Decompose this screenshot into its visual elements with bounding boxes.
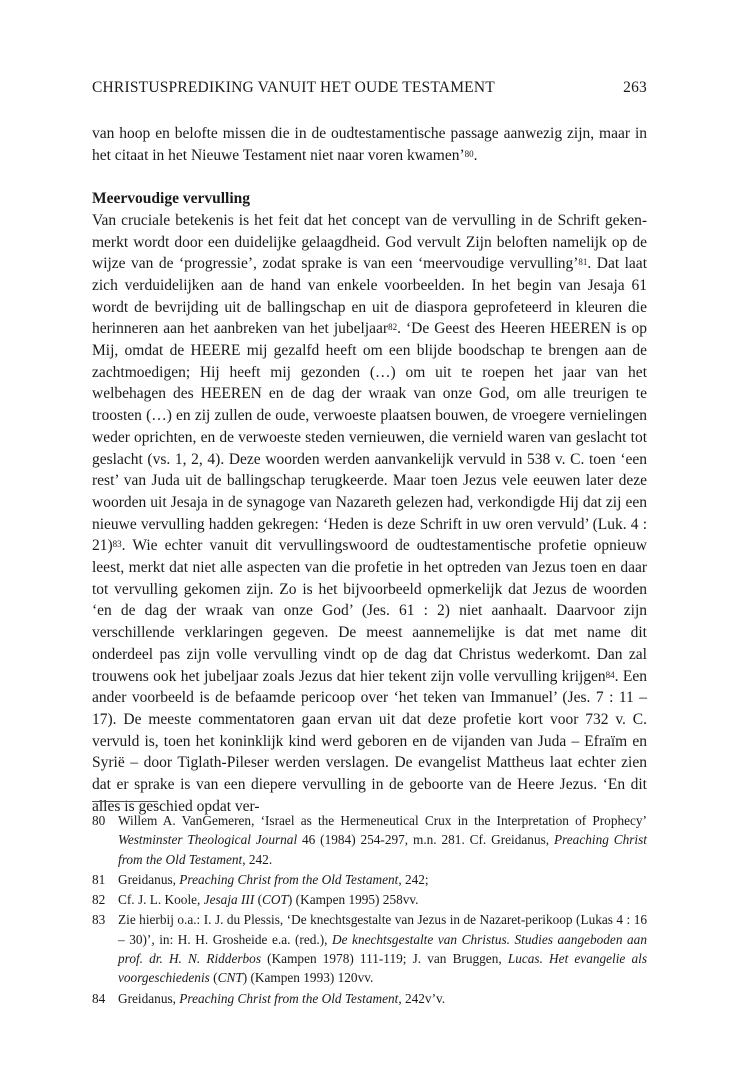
paragraph-continuation xyxy=(92,123,647,166)
footnote-ref: 82 xyxy=(388,322,398,333)
footnote-text xyxy=(118,870,647,889)
footnote-number: 84 xyxy=(92,990,106,1006)
paragraph-text: Van cruciale betekenis is het feit dat het concept van de vervulling in de Schrift gekenmerkt wordt door een duidelijke gelaagdheid. God vervult Zijn beloften namelijk op de wijze van de ‘progressie’, zodat sprake is van een ‘meervoudige vervulling’ xyxy=(92,211,647,273)
paragraph-text: . Een ander voorbeeld is de befaamde pericoop over ‘het teken van Immanuel’ (Jes. 7 : 11 – 17). De meeste commentatoren gaan ervan uit dat deze profetie kort voor 732 v. C. vervuld is, toen het koninklijk kind werd geboren en de vijanden van Juda – Efraïm en Syrië – door Tiglath-Pileser werden verslagen. De evangelist Mattheus laat echter zien dat er sprake is van een diepere vervulling in de geboorte van de Heere Jezus. ‘En dit alles is geschied opdat ver- xyxy=(92,667,647,815)
footnote-run: Greidanus, xyxy=(118,990,180,1006)
paragraph-text: . Wie echter vanuit dit vervullingswoord de oudtestamentische profetie opnieuw leest, merkt dat niet alle aspecten van die profetie in het optreden van Jezus toen en daar tot vervulling gekomen zijn. Zo is het bijvoorbeeld opmerkelijk dat Jezus de woorden ‘en de dag der wraak van onze God’ (Jes. 61 : 2) niet aanhaalt. Daarvoor zijn verschillende verklaringen gegeven. De meest aannemelijke is dat met name dit onderdeel pas zijn volle vervulling vindt op de dag dat Christus wederkomt. Dan zal trouwens ook het jubeljaar zoals Jezus dat hier tekent zijn volle vervulling krijgen xyxy=(92,537,647,685)
footnote-text xyxy=(118,811,647,869)
footnote-ref: 83 xyxy=(112,539,122,550)
footnote-run: ) (Kampen 1993) 120vv. xyxy=(242,970,374,986)
footnote-run: Willem A. VanGemeren, ‘Israel as the Hermeneutical Crux in the Interpretation of Prophecy’ xyxy=(118,813,647,828)
footnote-run: ( xyxy=(254,892,263,908)
footnote-number: 80 xyxy=(92,813,106,828)
citation-title: Preaching Christ from the Old Testament xyxy=(179,990,399,1006)
footnote-84 xyxy=(92,989,647,1008)
footnote-run: (Kampen 1978) 111-119; J. van Bruggen, xyxy=(261,951,508,967)
footnote-run: Cf. J. L. Koole, xyxy=(118,892,204,908)
footnote-run: , 242; xyxy=(398,871,429,887)
footnote-80 xyxy=(92,811,647,869)
footnote-run: Zie hierbij o.a.: I. J. du Plessis, ‘De knechtsgestalte van Jezus in de Nazaret-perikoop (Lukas 4 : 16 – 30)’, in: H. H. Grosheide e.a. (red.), xyxy=(118,912,647,947)
footnote-run: ) (Kampen 1995) 258vv. xyxy=(287,892,419,908)
section-heading: Meervoudige vervulling xyxy=(92,190,250,208)
paragraph-main xyxy=(92,210,647,818)
footnote-82 xyxy=(92,890,647,909)
paragraph-text: . ‘De Geest des Heeren HEEREN is op Mij, omdat de HEERE mij gezalfd heeft om een blijde boodschap te brengen aan de zachtmoedigen; Hij heeft mij gezonden (…) om uit te roepen het jaar van het welbehagen des HEEREN en de dag der wraak van onze God, om alle treurigen te troosten (…) en zij zullen de oude, verwoeste plaatsen bouwen, de vroegere vernielingen weder oprichten, en de verwoeste steden vernieuwen, die vernield waren van geslacht tot geslacht (vs. 1, 2, 4). Deze woorden werden aanvankelijk vervuld in 538 v. C. toen ‘een rest’ van Juda uit de ballingschap terugkeerde. Maar toen Jezus vele eeuwen later deze woorden uit Jesaja in de synagoge van Nazareth gelezen had, verkondigde Hij dat zij een nieuwe vervulling hadden gekregen: ‘Heden is deze Schrift in uw oren vervuld’ (Luk. 4 : 21) xyxy=(92,320,647,555)
citation-title: COT xyxy=(262,892,288,908)
citation-title: Preaching Christ from the Old Testament xyxy=(179,871,399,887)
page-number: 263 xyxy=(623,79,647,96)
footnote-text xyxy=(118,890,647,909)
footnote-separator xyxy=(92,801,158,802)
footnote-number: 82 xyxy=(92,892,106,908)
paragraph-text: . xyxy=(473,146,478,164)
paragraph-text: . Dat laat zich verduidelijken aan de hand van enkele voorbeelden. In het begin van Jesaja 61 wordt de bevrijding uit de ballingschap en uit de diaspora geprofeteerd in kleuren die herinneren aan het aanbreken van het jubeljaar xyxy=(92,255,647,338)
footnote-ref: 80 xyxy=(464,148,474,159)
footnote-81 xyxy=(92,870,647,889)
footnote-run: , 242v’v. xyxy=(398,990,446,1006)
footnote-text xyxy=(118,910,647,987)
footnote-ref: 81 xyxy=(578,257,588,268)
footnote-text xyxy=(118,989,647,1008)
running-title: CHRISTUSPREDIKING VANUIT HET OUDE TESTAMENT xyxy=(92,79,495,96)
footnote-number: 81 xyxy=(92,871,106,887)
citation-title: Jesaja III xyxy=(203,892,255,908)
citation-title: Westminster Theological Journal xyxy=(118,832,298,848)
footnote-run: , 242. xyxy=(242,851,273,867)
citation-title: Lucas. Het evangelie als voorgeschiedenis xyxy=(118,951,647,986)
footnote-number: 83 xyxy=(92,912,106,928)
paragraph-gap xyxy=(92,166,647,188)
citation-title: De knechtsgestalte van Christus. Studies aangeboden aan prof. dr. H. N. Ridderbos xyxy=(118,931,647,967)
footnote-83 xyxy=(92,910,647,987)
citation-title: Preaching Christ from the Old Testament xyxy=(118,832,647,867)
body-text xyxy=(92,123,647,817)
footnote-run: Greidanus, xyxy=(118,871,180,887)
footnote-ref: 84 xyxy=(605,669,615,680)
footnote-run: ( xyxy=(209,970,218,986)
footnote-run: 46 (1984) 254-297, m.n. 281. Cf. Greidanus, xyxy=(297,832,554,848)
paragraph-text: van hoop en belofte missen die in de oudtestamentische passage aanwezig zijn, maar in het citaat in het Nieuwe Testament niet naar voren kwamen’ xyxy=(92,125,647,164)
footnotes xyxy=(92,811,647,1009)
citation-title: CNT xyxy=(217,970,243,986)
